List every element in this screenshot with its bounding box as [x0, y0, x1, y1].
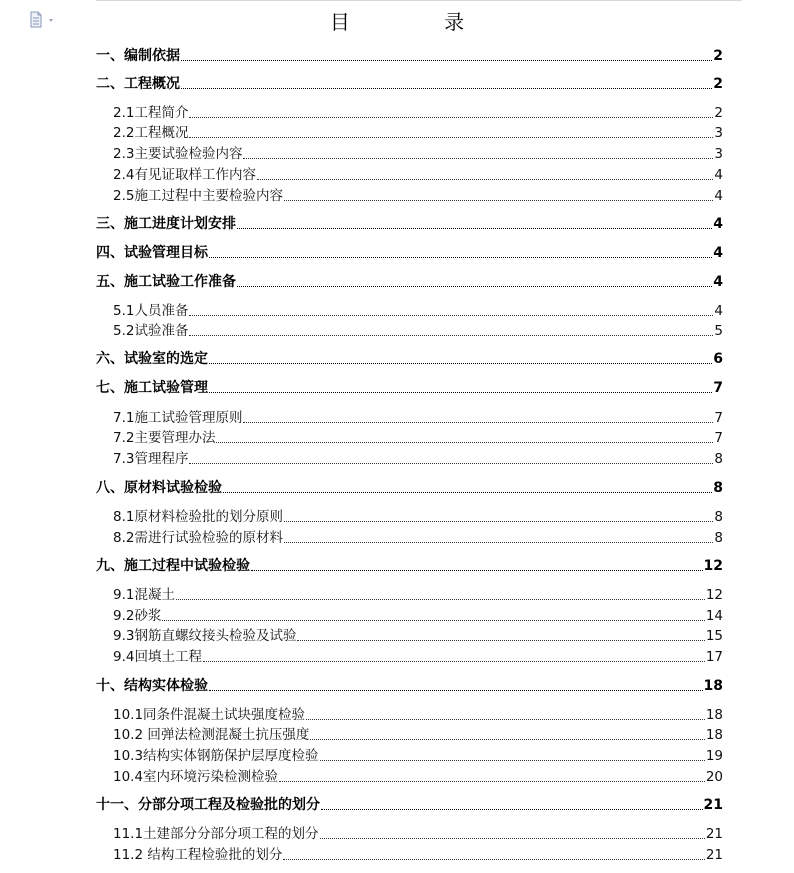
toc-subsection-entry[interactable] [96, 427, 723, 447]
toc-subsection-entry[interactable] [96, 605, 723, 625]
toc-page-number: 7 [714, 430, 723, 446]
toc-section-entry[interactable] [96, 377, 723, 397]
toc-entry-label: 2.3主要试验检验内容 [113, 146, 243, 162]
toc-subsection-entry[interactable] [96, 320, 723, 340]
toc-subsection-entry[interactable] [96, 625, 723, 645]
toc-dot-leader [209, 257, 712, 258]
toc-entry-label: 8.2需进行试验检验的原材料 [113, 530, 283, 546]
toc-section-entry[interactable] [96, 271, 723, 291]
toc-page-number: 2 [714, 105, 723, 121]
toc-subsection-entry[interactable] [96, 122, 723, 142]
toc-page-number: 17 [705, 649, 723, 665]
toc-entry-label: 四、试验管理目标 [96, 245, 208, 261]
toc-entry-label: 8.1原材料检验批的划分原则 [113, 509, 283, 525]
toc-dot-leader [283, 859, 704, 860]
toc-page-number: 21 [705, 826, 723, 842]
toc-dot-leader [209, 392, 712, 393]
toc-entry-label: 9.2砂浆 [113, 608, 162, 624]
toc-page-number: 4 [713, 216, 723, 232]
toc-page-number: 8 [713, 480, 723, 496]
toc-subsection-entry[interactable] [96, 102, 723, 122]
toc-dot-leader [189, 117, 713, 118]
toc-entry-label: 八、原材料试验检验 [96, 480, 222, 496]
toc-subsection-entry[interactable] [96, 164, 723, 184]
toc-dot-leader [297, 640, 704, 641]
toc-entry-label: 11.1土建部分分部分项工程的划分 [113, 826, 319, 842]
toc-section-entry[interactable] [96, 555, 723, 575]
toc-dot-leader [189, 463, 713, 464]
toc-entry-label: 九、施工过程中试验检验 [96, 558, 250, 574]
toc-subsection-entry[interactable] [96, 844, 723, 864]
toc-page-number: 3 [714, 146, 723, 162]
toc-section-entry[interactable] [96, 477, 723, 497]
toc-dot-leader [310, 739, 704, 740]
toc-page-number: 21 [705, 847, 723, 863]
toc-entry-label: 10.4室内环境污染检测检验 [113, 769, 279, 785]
toc-subsection-entry[interactable] [96, 185, 723, 205]
toc-page-number: 14 [705, 608, 723, 624]
toc-entry-label: 7.3管理程序 [113, 451, 189, 467]
toc-page-number: 18 [703, 678, 723, 694]
toc-page-number: 21 [703, 797, 723, 813]
toc-subsection-entry[interactable] [96, 506, 723, 526]
toc-entry-label: 9.3钢筋直螺纹接头检验及试验 [113, 628, 297, 644]
toc-dot-leader [181, 88, 712, 89]
toc-section-entry[interactable] [96, 73, 723, 93]
toc-page-number: 3 [714, 125, 723, 141]
toc-section-entry[interactable] [96, 348, 723, 368]
toc-entry-label: 2.4有见证取样工作内容 [113, 167, 256, 183]
toc-section-entry[interactable] [96, 45, 723, 65]
toc-page-number: 4 [714, 303, 723, 319]
toc-subsection-entry[interactable] [96, 300, 723, 320]
toc-dot-leader [284, 521, 713, 522]
toc-page-number: 4 [713, 274, 723, 290]
toc-entry-label: 10.3结构实体钢筋保护层厚度检验 [113, 748, 319, 764]
toc-dot-leader [189, 335, 713, 336]
toc-dot-leader [321, 809, 703, 810]
toc-dot-leader [189, 315, 713, 316]
toc-dot-leader [181, 60, 712, 61]
toc-subsection-entry[interactable] [96, 448, 723, 468]
toc-dot-leader [320, 760, 705, 761]
toc-page-number: 12 [705, 587, 723, 603]
toc-subsection-entry[interactable] [96, 527, 723, 547]
toc-dot-leader [209, 363, 712, 364]
toc-page-number: 15 [705, 628, 723, 644]
toc-entry-label: 10.1同条件混凝土试块强度检验 [113, 707, 306, 723]
toc-entry-label: 7.2主要管理办法 [113, 430, 216, 446]
toc-dot-leader [162, 620, 704, 621]
toc-subsection-entry[interactable] [96, 646, 723, 666]
toc-dot-leader [203, 661, 705, 662]
toc-entry-label: 五、施工试验工作准备 [96, 274, 236, 290]
toc-page-number: 4 [714, 167, 723, 183]
toc-dot-leader [209, 690, 703, 691]
toc-entry-label: 2.5施工过程中主要检验内容 [113, 188, 283, 204]
table-of-contents [96, 0, 723, 873]
toc-entry-label: 2.2工程概况 [113, 125, 189, 141]
toc-dot-leader [306, 719, 705, 720]
toc-entry-label: 十一、分部分项工程及检验批的划分 [96, 797, 320, 813]
toc-subsection-entry[interactable] [96, 823, 723, 843]
toc-page-number: 7 [714, 410, 723, 426]
toc-entry-label: 9.1混凝土 [113, 587, 175, 603]
toc-page-number: 6 [713, 351, 723, 367]
toc-entry-label: 5.1人员准备 [113, 303, 189, 319]
toc-section-entry[interactable] [96, 794, 723, 814]
toc-subsection-entry[interactable] [96, 143, 723, 163]
toc-dot-leader [243, 422, 713, 423]
toc-page-number: 18 [705, 707, 723, 723]
toc-page-number: 2 [713, 48, 723, 64]
toc-section-entry[interactable] [96, 213, 723, 233]
toc-entry-label: 9.4回填土工程 [113, 649, 202, 665]
toc-subsection-entry[interactable] [96, 584, 723, 604]
toc-section-entry[interactable] [96, 675, 723, 695]
toc-dot-leader [176, 599, 705, 600]
toc-dot-leader [320, 838, 705, 839]
toc-section-entry[interactable] [96, 242, 723, 262]
toc-page-number: 4 [713, 245, 723, 261]
toc-entry-label: 三、施工进度计划安排 [96, 216, 236, 232]
toc-entry-label: 2.1工程简介 [113, 105, 189, 121]
toc-subsection-entry[interactable] [96, 745, 723, 765]
toc-page-number: 8 [714, 451, 723, 467]
toc-dot-leader [284, 542, 713, 543]
toc-page-number: 20 [705, 769, 723, 785]
toc-page-number: 4 [714, 188, 723, 204]
toc-entry-label: 11.2 结构工程检验批的划分 [113, 847, 283, 863]
toc-entry-label: 7.1施工试验管理原则 [113, 410, 243, 426]
toc-page-number: 19 [705, 748, 723, 764]
toc-entry-label: 十、结构实体检验 [96, 678, 208, 694]
toc-page-number: 8 [714, 509, 723, 525]
toc-dot-leader [223, 492, 712, 493]
toc-subsection-entry[interactable] [96, 766, 723, 786]
toc-dot-leader [251, 570, 703, 571]
toc-subsection-entry[interactable] [96, 724, 723, 744]
toc-entry-label: 一、编制依据 [96, 48, 180, 64]
toc-dot-leader [257, 179, 713, 180]
toc-title: 目 录 [329, 10, 509, 34]
toc-entry-label: 七、施工试验管理 [96, 380, 208, 396]
toc-page-number: 18 [705, 727, 723, 743]
toc-page-number: 7 [713, 380, 723, 396]
toc-dot-leader [284, 200, 713, 201]
toc-entry-label: 六、试验室的选定 [96, 351, 208, 367]
toc-dot-leader [237, 286, 712, 287]
toc-entry-label: 二、工程概况 [96, 76, 180, 92]
toc-page-number: 5 [714, 323, 723, 339]
toc-dot-leader [237, 228, 712, 229]
toc-dot-leader [279, 781, 705, 782]
toc-subsection-entry[interactable] [96, 704, 723, 724]
toc-entry-label: 10.2 回弹法检测混凝土抗压强度 [113, 727, 310, 743]
toc-entry-label: 5.2试验准备 [113, 323, 189, 339]
toc-dot-leader [189, 137, 713, 138]
toc-page-number: 12 [703, 558, 723, 574]
toc-dot-leader [243, 158, 713, 159]
toc-subsection-entry[interactable] [96, 407, 723, 427]
toc-dot-leader [216, 442, 713, 443]
toc-page-number: 8 [714, 530, 723, 546]
toc-page-number: 2 [713, 76, 723, 92]
